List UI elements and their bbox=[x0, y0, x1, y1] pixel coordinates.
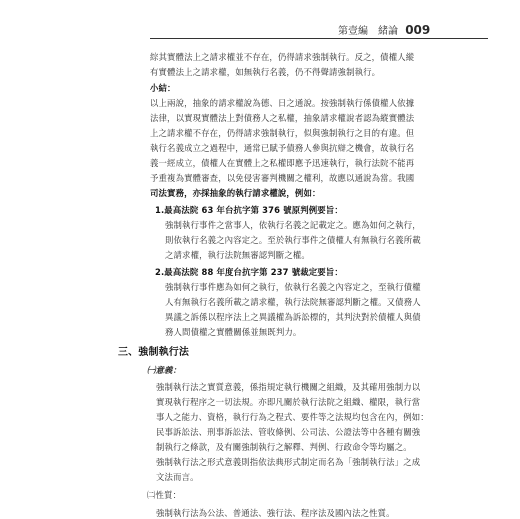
text-line: 上之請求權不存在，仍得請求強制執行，似與強制執行之目的有違。但 bbox=[150, 128, 415, 138]
chapter-title: 第壹編 緒論 bbox=[338, 26, 398, 37]
text-line: 司法實務，亦採抽象的執行請求權說，例如： bbox=[150, 188, 321, 198]
header-rule bbox=[150, 38, 488, 39]
quote-line: 異議之訴係以程序法上之異議權為訴訟標的，其判決對於債權人與債 bbox=[165, 312, 421, 322]
text-line: 綜其實體法上之請求權並不存在，仍得請求強制執行。反之，債權人縱 bbox=[150, 52, 415, 62]
text-line: 義一經成立，債權人在實體上之私權即應予迅速執行，執行法院不能再 bbox=[150, 158, 415, 168]
quote-line: 之請求權，執行法院無審認判斷之權。 bbox=[165, 250, 310, 260]
text-line: 強制執行法之實質意義，係指規定執行機關之組織，及其確用強制力以 bbox=[156, 382, 421, 392]
summary-heading: 小結： bbox=[150, 83, 176, 93]
text-line: 實現執行程序之一切法規。亦即凡關於執行法院之組織、權限，執行當 bbox=[156, 397, 421, 407]
text-line: 有實體法上之請求權，如無執行名義，仍不得聲請強制執行。 bbox=[150, 67, 381, 77]
precedent-heading-1: 1.最高法院 63 年台抗字第 376 號原判例要旨： bbox=[155, 205, 343, 215]
text-line: 予重複為實體審查，以免侵害審判機關之權利，故應以通說為當。我國 bbox=[150, 173, 415, 183]
quote-line: 則依執行名義之內容定之。至於執行事件之債權人有無執行名義所載 bbox=[165, 235, 421, 245]
precedent-heading-2: 2.最高法院 88 年度台抗字第 237 號裁定要旨： bbox=[155, 267, 343, 277]
text-line: 事人之能力、資格，執行行為之程式、要件等之法規均包含在內，例如： bbox=[156, 412, 429, 422]
text-line: 強制執行法之形式意義則指依法典形式制定而名為「強制執行法」之成 bbox=[156, 457, 421, 467]
text-line: 制執行之條款，及有關強制執行之解釋、判例、行政命令等均屬之。 bbox=[156, 442, 412, 452]
text-line: 文法而言。 bbox=[156, 472, 199, 482]
text-line: 以上兩說，抽象的請求權說為德、日之通說。按強制執行係債權人依據 bbox=[150, 98, 415, 108]
page-number: 009 bbox=[405, 23, 431, 37]
running-header bbox=[338, 22, 486, 37]
text-line: 法律，以實現實體法上對債務人之私權，抽象請求權說者認為縱實體法 bbox=[150, 113, 415, 123]
quote-line: 務人間債權之實體關係並無既判力。 bbox=[165, 327, 302, 337]
quote-line: 強制執行事件應為如何之執行，依執行名義之內容定之，至執行債權 bbox=[165, 282, 421, 292]
section-heading: 三、強制執行法 bbox=[118, 347, 190, 358]
subsection-heading-nature: ㈡性質： bbox=[147, 490, 182, 500]
text-line: 民事訴訟法、刑事訴訟法、管收條例、公司法、公證法等中各種有關強 bbox=[156, 427, 421, 437]
text-line: 執行名義成立之過程中，通常已賦予債務人參與抗辯之機會，故執行名 bbox=[150, 143, 415, 153]
subsection-heading-meaning: ㈠意義： bbox=[147, 365, 182, 375]
text-line: 強制執行法為公法、普通法、強行法、程序法及國內法之性質。 bbox=[156, 508, 395, 518]
quote-line: 人有無執行名義所載之請求權，執行法院無審認判斷之權。又債務人 bbox=[165, 297, 421, 307]
quote-line: 強制執行事件之當事人，依執行名義之記載定之。應為如何之執行， bbox=[165, 220, 421, 230]
